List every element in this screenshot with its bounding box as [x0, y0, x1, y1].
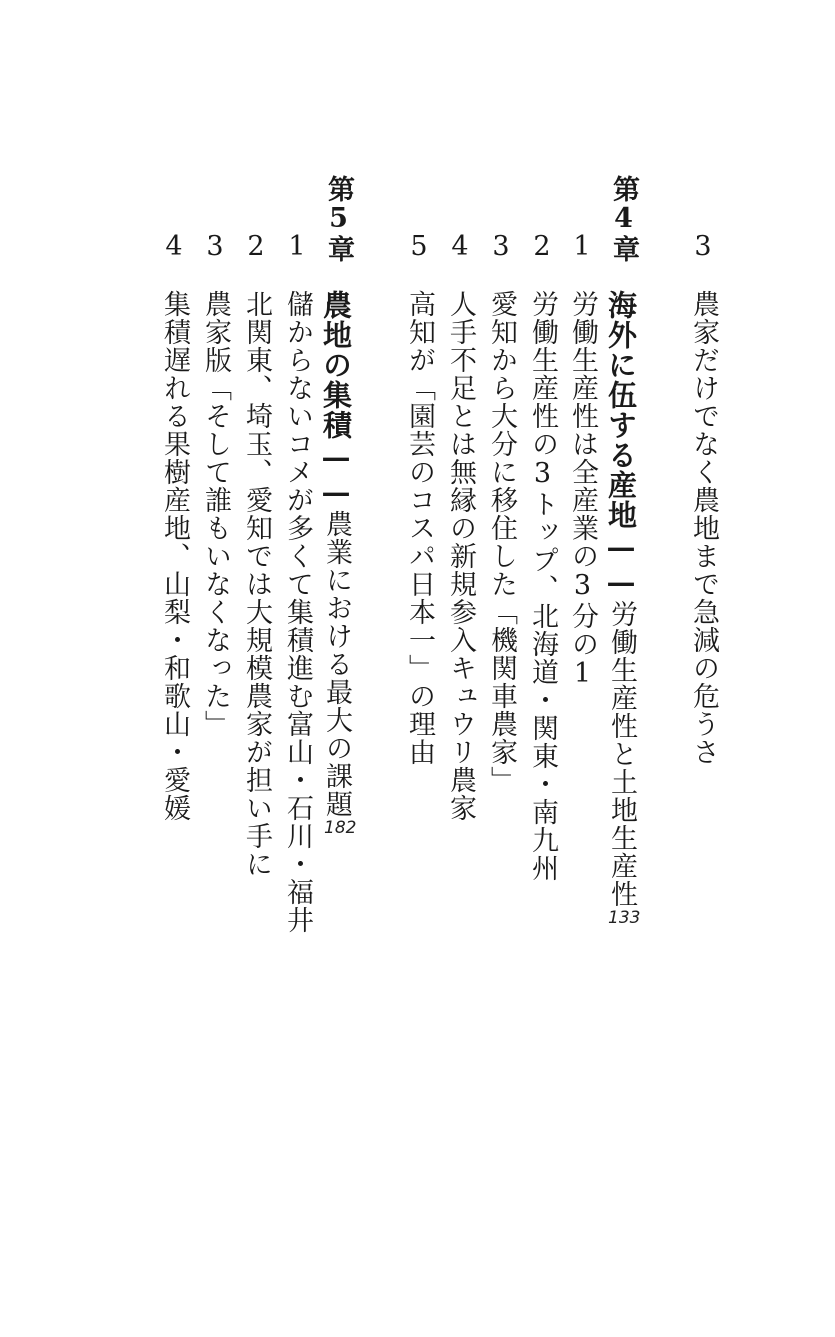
toc-item-number: 3: [694, 231, 712, 262]
chapter-heading: [601, 290, 641, 908]
toc-item-title: 北関東、埼玉、愛知では大規模農家が担い手に: [241, 290, 272, 878]
toc-item-number: 1: [573, 231, 591, 262]
toc-item-title: 集積遅れる果樹産地、山梨・和歌山・愛媛: [159, 290, 190, 822]
toc-item-number: 1: [288, 231, 306, 262]
toc-item-title: 儲からないコメが多くて集積進む富山・石川・福井: [282, 290, 313, 934]
chapter-heading: [316, 290, 356, 818]
toc-item-number: 2: [533, 231, 551, 262]
toc-item-number: 4: [165, 231, 183, 262]
chapter-page-number: 133: [608, 908, 641, 928]
toc-item-title: 農家版「そして誰もいなくなった」: [200, 290, 231, 738]
toc-item-number: 3: [206, 231, 224, 262]
toc-item-number: 5: [410, 231, 428, 262]
toc-item-title: 人手不足とは無縁の新規参入キュウリ農家: [445, 290, 476, 822]
toc-item-title: 労働生産性の3トップ、北海道・関東・南九州: [527, 290, 558, 882]
chapter-subtitle: 労働生産性と土地生産性: [606, 600, 637, 908]
toc-item-number: 2: [247, 231, 265, 262]
toc-item-title: 愛知から大分に移住した「機関車農家」: [486, 290, 517, 794]
toc-item-number: 3: [492, 231, 510, 262]
toc-item-title: 高知が「園芸のコスパ日本一」の理由: [404, 290, 435, 766]
toc-item-number: 4: [451, 231, 469, 262]
chapter-subtitle: 農業における最大の課題: [321, 510, 352, 818]
toc-item-title: 労働生産性は全産業の3分の1: [567, 290, 598, 690]
chapter-title: 農地の集積——: [319, 290, 353, 510]
chapter-page-number: 182: [324, 818, 357, 838]
chapter-label: 第4章: [608, 175, 639, 263]
chapter-label: 第5章: [323, 175, 354, 263]
chapter-title: 海外に伍する産地——: [604, 290, 638, 600]
toc-item-title: 農家だけでなく農地まで急減の危うさ: [688, 290, 719, 766]
